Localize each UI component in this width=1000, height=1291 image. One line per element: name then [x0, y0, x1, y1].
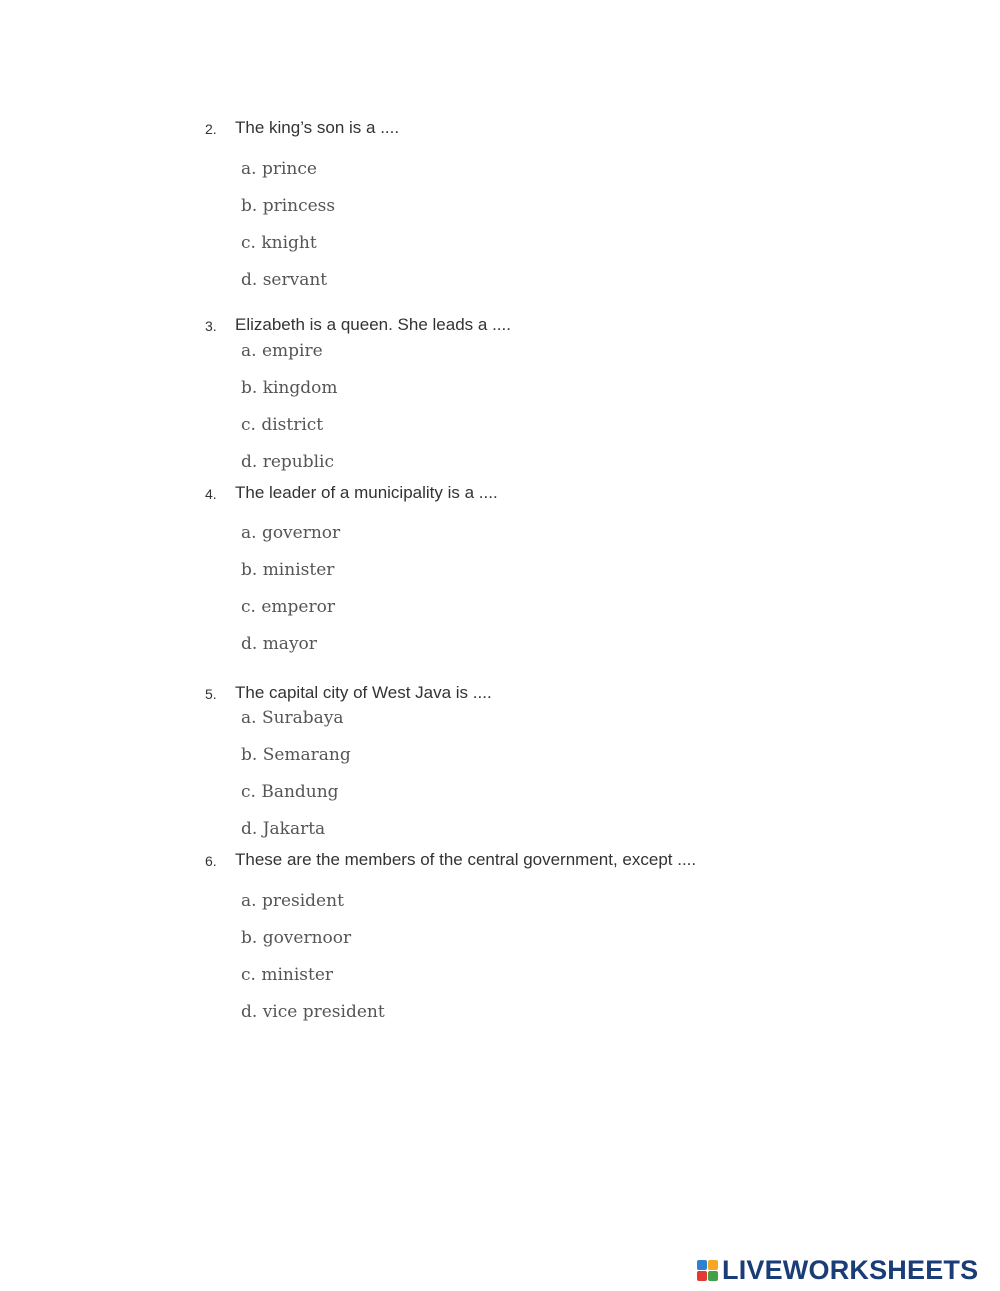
- option-b[interactable]: b. kingdom: [241, 378, 338, 398]
- question-6: [205, 848, 905, 1022]
- option-c[interactable]: c. district: [241, 415, 324, 435]
- logo-tile: [708, 1271, 718, 1281]
- option-a[interactable]: a. prince: [241, 159, 317, 179]
- question-number: 2.: [205, 121, 217, 137]
- liveworksheets-logo-icon: [697, 1260, 718, 1281]
- option-b[interactable]: b. Semarang: [241, 745, 351, 765]
- logo-tile: [697, 1271, 707, 1281]
- option-c[interactable]: c. Bandung: [241, 782, 339, 802]
- option-d[interactable]: d. mayor: [241, 634, 317, 654]
- option-a[interactable]: a. governor: [241, 523, 341, 543]
- question-number: 4.: [205, 486, 217, 502]
- question-2: [205, 116, 905, 290]
- option-c[interactable]: c. minister: [241, 965, 334, 985]
- option-b[interactable]: b. governoor: [241, 928, 352, 948]
- option-a[interactable]: a. Surabaya: [241, 708, 344, 728]
- question-text: These are the members of the central government, except ....: [235, 850, 697, 869]
- liveworksheets-logo: [697, 1254, 978, 1286]
- option-a[interactable]: a. president: [241, 891, 344, 911]
- question-number: 5.: [205, 686, 217, 702]
- question-stem: [205, 116, 905, 140]
- option-c[interactable]: c. knight: [241, 233, 317, 253]
- option-d[interactable]: d. Jakarta: [241, 819, 326, 839]
- option-d[interactable]: d. servant: [241, 270, 328, 290]
- question-text: The capital city of West Java is ....: [235, 683, 492, 702]
- logo-tile: [697, 1260, 707, 1270]
- option-d[interactable]: d. republic: [241, 452, 334, 472]
- brand-name: LIVEWORKSHEETS: [722, 1255, 979, 1285]
- question-number: 3.: [205, 318, 217, 334]
- question-stem: [205, 313, 905, 337]
- option-a[interactable]: a. empire: [241, 341, 323, 361]
- question-3: [205, 313, 905, 472]
- question-text: The king’s son is a ....: [235, 118, 400, 137]
- question-stem: [205, 681, 905, 705]
- question-stem: [205, 481, 905, 505]
- logo-tile: [708, 1260, 718, 1270]
- question-5: [205, 681, 905, 839]
- option-d[interactable]: d. vice president: [241, 1002, 385, 1022]
- option-b[interactable]: b. minister: [241, 560, 335, 580]
- option-c[interactable]: c. emperor: [241, 597, 335, 617]
- question-4: [205, 481, 905, 654]
- question-text: Elizabeth is a queen. She leads a ....: [235, 315, 511, 334]
- question-stem: [205, 848, 905, 872]
- question-number: 6.: [205, 853, 217, 869]
- question-text: The leader of a municipality is a ....: [235, 483, 498, 502]
- option-b[interactable]: b. princess: [241, 196, 336, 216]
